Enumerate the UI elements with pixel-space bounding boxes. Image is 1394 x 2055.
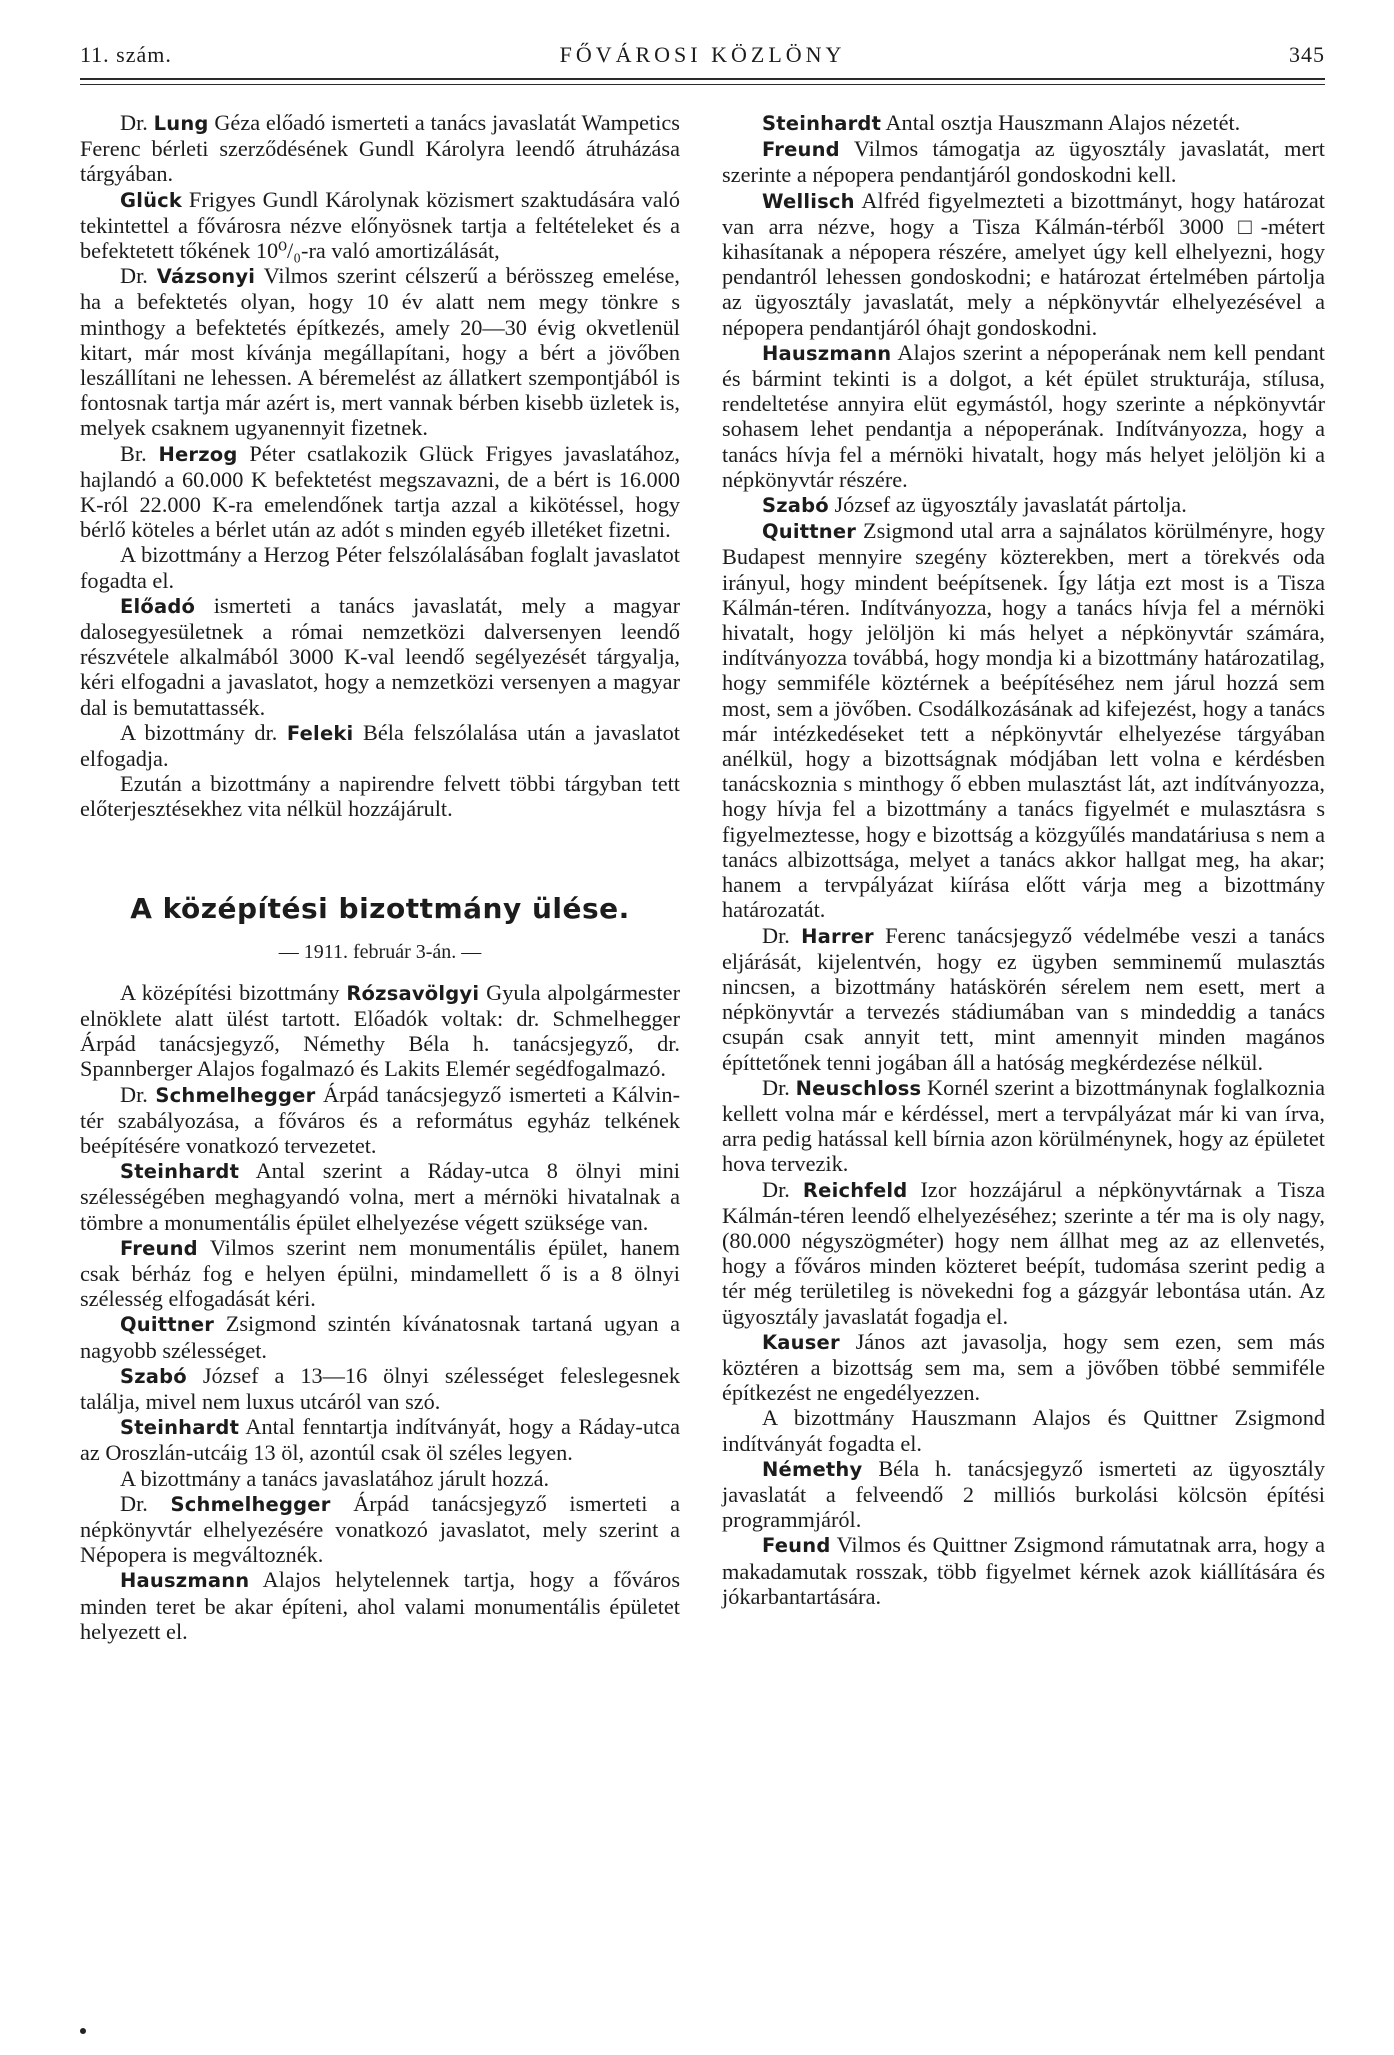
speaker-name: Hauszmann	[762, 341, 892, 365]
paragraph-text: Vilmos támogatja az ügyosztály javaslatát, mert szerinte a népopera pendantjáról gondoskodni kell.	[722, 136, 1325, 188]
speaker-name: Hauszmann	[120, 1569, 250, 1593]
speaker-name: Quittner	[762, 520, 857, 544]
paragraph	[80, 1082, 680, 1159]
speaker-name: Steinhardt	[120, 1416, 240, 1440]
paragraph-lead: Dr.	[762, 922, 802, 948]
paragraph-text: József a 13—16 ölnyi szélességet feleslegesnek találja, mivel nem luxus utcáról van szó.	[80, 1362, 680, 1414]
left-column	[80, 110, 680, 1644]
section-paragraphs	[80, 980, 680, 1644]
paragraph	[722, 1177, 1325, 1329]
paragraph-text: Antal osztja Hauszmann Alajos nézetét.	[881, 110, 1241, 135]
section-title: A középítési bizottmány ülése.	[130, 891, 630, 925]
paragraph-lead: Dr.	[120, 1081, 156, 1107]
speaker-name: Vázsonyi	[156, 265, 256, 289]
paragraph	[80, 187, 680, 264]
journal-title: FŐVÁROSI KÖZLÖNY	[559, 42, 846, 67]
paragraph-text: A bizottmány Hauszmann Alajos és Quittner Zsigmond indítványát fogadta el.	[722, 1405, 1325, 1456]
paragraph-text: Zsigmond utal arra a sajnálatos körülményre, hogy Budapest mennyire szegény közterekben, mert a törekvés oda irányul, hogy mindent beépítsenek. Így látja ezt most is a Tisza Kálmán-téren. Indítványozza, hogy a tanács hívja fel a mérnöki hivatalt, hogy jelöljön ki más helyet a népkönyvtár számára, indítványozza továbbá, hogy mondja ki a bizottmány határozatilag, hogy semmiféle köztérnek a beépítéséhez nem járul hozzá sem most, sem a jövőben. Csodálkozásának ad kifejezést, hogy a tanács már intézkedéseket tett a népkönyvtár elhelyezése tárgyában anélkül, hogy a bizottságnak módjában lett volna e kérdésben tanácskoznia s minthogy ő ebben mulasztást lát, azt indítványozza, hogy hívja fel a bizottmány a tanács figyelmét e mulasztásra s figyelmeztesse, hogy e bizottság a közgyűlés mandatáriusa s nem a tanács albizottsága, melyet a tanács akkor hallgat meg, ha akar; hanem a tervpályázat kiírása előtt várja meg a bizottmány határozatát.	[722, 518, 1325, 923]
paragraph	[80, 593, 680, 720]
paragraph-text: Vilmos és Quittner Zsigmond rámutatnak arra, hogy a makadamutak rosszak, több figyelmet kérnek azok kiállítására és jókarbantartására.	[722, 1532, 1325, 1609]
header-rule-thin	[80, 84, 1325, 85]
paragraph-text: Béla h. tanácsjegyző ismerteti az ügyosztály javaslatát a felveendő 2 milliós burkolási kölcsön építési programmjáról.	[722, 1455, 1325, 1533]
paragraph-lead: Br.	[120, 440, 159, 466]
paragraph-lead: A középítési bizottmány	[120, 979, 347, 1005]
speaker-name: Szabó	[120, 1364, 187, 1388]
paragraph-text: Frigyes Gundl Károlynak közismert szaktudására való tekintettel a fővárosra nézve előnyösnek tartja a feltételeket és a befektetett tőkének 10⁰/₀-ra való amortizálását,	[80, 186, 680, 264]
paragraph-text: Izor hozzájárul a népkönyvtárnak a Tisza Kálmán-téren leendő elhelyezéséhez; szerinte a tér ma is oly nagy, (80.000 négyszögméter) hogy nem állhat meg az az ellenvetés, hogy a főváros minden közteret beépít, tudomása szerint pedig a tér még területileg is növekedni fog a gázgyár lebontása után. Az ügyosztály javaslatát fogadja el.	[722, 1176, 1325, 1329]
paragraph-text: Béla felszólalása után a javaslatot elfogadja.	[80, 719, 681, 772]
speaker-name: Némethy	[762, 1457, 863, 1481]
paragraph	[722, 923, 1325, 1075]
paragraph-lead: Dr.	[120, 263, 157, 289]
paragraph-text: Kornél szerint a bizottmánynak foglalkoznia kellett volna már e kérdéssel, mert a tervpályázat már ki van írva, arra pedig hatással kell bírnia azon körülménynek, hogy az épületet hova tervezik.	[722, 1074, 1325, 1177]
paragraph-text: Antal fenntartja indítványát, hogy a Ráday-utca az Oroszlán-utcáig 13 öl, azontúl csak öl széles legyen.	[80, 1414, 680, 1466]
paragraph	[722, 136, 1325, 187]
left-paragraphs	[80, 110, 680, 822]
speaker-name: Neuschloss	[795, 1076, 922, 1100]
paragraph-text: ismerteti a tanács javaslatát, mely a magyar dalosegyesületnek a római nemzetközi dalversenyen leendő részvétele alkalmából 3000 K-val leendő segélyezését tárgyalja, kéri elfogadni a javaslatot, hogy a nemzetközi versenyen a magyar dal is bemutattassék.	[80, 592, 680, 720]
paragraph-text: Gyula alpolgármester elnöklete alatt ülést tartott. Előadók voltak: dr. Schmelhegger Árpád tanácsjegyző, Némethy Béla h. tanácsjegyző, dr. Spannberger Alajos fogalmazó és Lakits Elemér segédfogalmazó.	[80, 979, 681, 1082]
paragraph	[80, 771, 680, 821]
paragraph	[722, 110, 1325, 136]
paragraph-text: Vilmos szerint célszerű a bérösszeg emelése, ha a befektetés olyan, hogy 10 év alatt nem megy tönkre s minthogy a befektetés építkezés, amely 20—30 évig okvetlenül kitart, már most kívánja megállapítani, hogy a bért a jövőben leszállítani ne lehessen. A béremelést az állatkert szempontjából is fontosnak tartja már azért is, mert vannak bérben kisebb üzletek is, melyek csaknem ugyanennyit fizetnek.	[80, 263, 680, 441]
paragraph	[80, 441, 680, 543]
paragraph-text: A bizottmány a Herzog Péter felszólalásában foglalt javaslatot fogadta el.	[80, 542, 680, 593]
speaker-name: Feleki	[286, 721, 354, 745]
paragraph	[80, 1491, 680, 1568]
paragraph-text: Alajos helytelennek tartja, hogy a főváros minden teret be akar építeni, ahol valami monumentális épületet helyezett el.	[80, 1567, 680, 1644]
running-header	[80, 38, 1325, 78]
paragraph-text: Péter csatlakozik Glück Frigyes javaslatához, hajlandó a 60.000 K befektetést megszavazni, de a bért is 16.000 K-ról 22.000 K-ra emelendőnek tartja azzal a kikötéssel, hogy bérlő köteles a bérlet után az adót s minden egyéb illetéket fizetni.	[80, 440, 680, 543]
paragraph	[80, 1414, 680, 1465]
paragraph	[80, 542, 680, 592]
paragraph-text: József az ügyosztály javaslatát pártolja.	[828, 492, 1187, 518]
paragraph	[80, 263, 680, 440]
speaker-name: Kauser	[762, 1330, 840, 1354]
speaker-name: Freund	[762, 138, 840, 162]
page-dot	[80, 2028, 86, 2034]
paragraph-text: A bizottmány a tanács javaslatához járult hozzá.	[120, 1465, 550, 1491]
paragraph	[722, 1405, 1325, 1455]
speaker-name: Feund	[762, 1534, 831, 1558]
paragraph	[722, 340, 1325, 492]
right-paragraphs	[722, 110, 1325, 1609]
issue-number: 11. szám.	[80, 42, 172, 67]
speaker-name: Schmelhegger	[155, 1083, 316, 1107]
paragraph	[722, 518, 1325, 922]
paragraph	[80, 1158, 680, 1235]
speaker-name: Herzog	[158, 442, 238, 466]
paragraph-text: Alajos szerint a népoperának nem kell pendant és bármint tekinti is a dolgot, a két épület strukturája, stílusa, rendeltetése annyira elüt egymástól, hogy szerinte a népkönyvtár sohasem lehet pendantja a népoperának. Indítványozza, hogy a tanács hívja fel a mérnöki hivatalt, hogy más helyet jelöljön ki a népkönyvtár részére.	[722, 339, 1325, 492]
paragraph-lead: Dr.	[762, 1176, 803, 1202]
header-rule	[80, 78, 1325, 80]
speaker-name: Rózsavölgyi	[346, 981, 480, 1005]
speaker-name: Glück	[120, 188, 183, 212]
speaker-name: Freund	[120, 1236, 198, 1260]
speaker-name: Steinhardt	[762, 112, 882, 135]
paragraph-text: Ezután a bizottmány a napirendre felvett többi tárgyban tett előterjesztésekhez vita nélkül hozzájárult.	[80, 771, 680, 822]
paragraph	[80, 1567, 680, 1644]
session-date: — 1911. február 3-án. —	[278, 940, 482, 963]
speaker-name: Reichfeld	[802, 1178, 908, 1202]
speaker-name: Quittner	[120, 1313, 215, 1337]
paragraph	[722, 1075, 1325, 1177]
paragraph-text: Árpád tanácsjegyző ismerteti a népkönyvtár elhelyezésére vonatkozó javaslatot, mely szerint a Népopera is megváltoznék.	[80, 1490, 680, 1568]
paragraph-text: Ferenc tanácsjegyző védelmébe veszi a tanács eljárását, kijelentvén, hogy ez ügyben semminemű mulasztás nincsen, a bizottmány hatáskörén sérelem nem esett, mert a népkönyvtár a tervezés stádiumában van s mindeddig a tanács csupán csak annyit tett, mint amennyit minden magános építtetőnek tenni jogában áll a hatóság megkérdezése nélkül.	[722, 922, 1325, 1075]
paragraph	[80, 1311, 680, 1362]
paragraph-lead: Dr.	[120, 1490, 171, 1516]
speaker-name: Lung	[153, 112, 209, 135]
speaker-name: Wellisch	[762, 189, 855, 213]
speaker-name: Steinhardt	[120, 1160, 240, 1184]
speaker-name: Előadó	[120, 594, 196, 618]
speaker-name: Harrer	[801, 924, 874, 948]
paragraph	[722, 1329, 1325, 1406]
paragraph	[80, 1363, 680, 1414]
paragraph-lead: Dr.	[762, 1074, 796, 1100]
right-column	[722, 110, 1325, 1609]
paragraph	[80, 110, 680, 187]
paragraph-text: Zsigmond szintén kívánatosnak tartaná ugyan a nagyobb szélességet.	[80, 1311, 680, 1363]
paragraph	[722, 492, 1325, 518]
paragraph	[80, 980, 680, 1082]
paragraph-lead: A bizottmány dr.	[120, 719, 287, 745]
speaker-name: Szabó	[762, 494, 829, 518]
paragraph	[722, 188, 1325, 340]
speaker-name: Schmelhegger	[170, 1492, 331, 1516]
paragraph-text: Árpád tanácsjegyző ismerteti a Kálvin-tér szabályozása, a főváros és a református egyház telkének beépítésére vonatkozó tervezetet.	[80, 1081, 680, 1158]
paragraph	[80, 1235, 680, 1312]
paragraph	[80, 1466, 680, 1491]
paragraph	[80, 720, 680, 771]
paragraph-text: János azt javasolja, hogy sem ezen, sem más köztéren a bizottság sem ma, sem a jövőben többé semmiféle építkezést ne engedélyezzen.	[722, 1328, 1325, 1406]
paragraph	[722, 1532, 1325, 1609]
paragraph-text: Antal szerint a Ráday-utca 8 ölnyi mini szélességében meghagyandó volna, mert a mérnöki hivatalnak a tömbre a monumentális épület elhelyezése végett szüksége van.	[80, 1158, 680, 1235]
paragraph	[722, 1456, 1325, 1533]
paragraph-text: Géza előadó ismerteti a tanács javaslatát Wampetics Ferenc bérleti szerződésének Gundl Károlyra leendő átruházása tárgyában.	[80, 110, 680, 187]
paragraph-text: Alfréd figyelmezteti a bizottmányt, hogy határozat van arra nézve, hogy a Tisza Kálmán-térből 3000 □-métert kihasítanak a népopera részére, amelyet úgy kell elhelyezni, hogy pendantról lehessen gondoskodni; e határozat értelmében pártolja az ügyosztály javaslatát, mely a népkönyvtár elhelyezésével a népopera pendantjáról óhajt gondoskodni.	[722, 187, 1325, 340]
paragraph-lead: Dr.	[120, 110, 154, 135]
paragraph-text: Vilmos szerint nem monumentális épület, hanem csak bérház fog e helyen épülni, mindamellett ő is a 8 ölnyi szélesség elfogadását kéri.	[80, 1234, 680, 1312]
page-number: 345	[1289, 42, 1325, 67]
